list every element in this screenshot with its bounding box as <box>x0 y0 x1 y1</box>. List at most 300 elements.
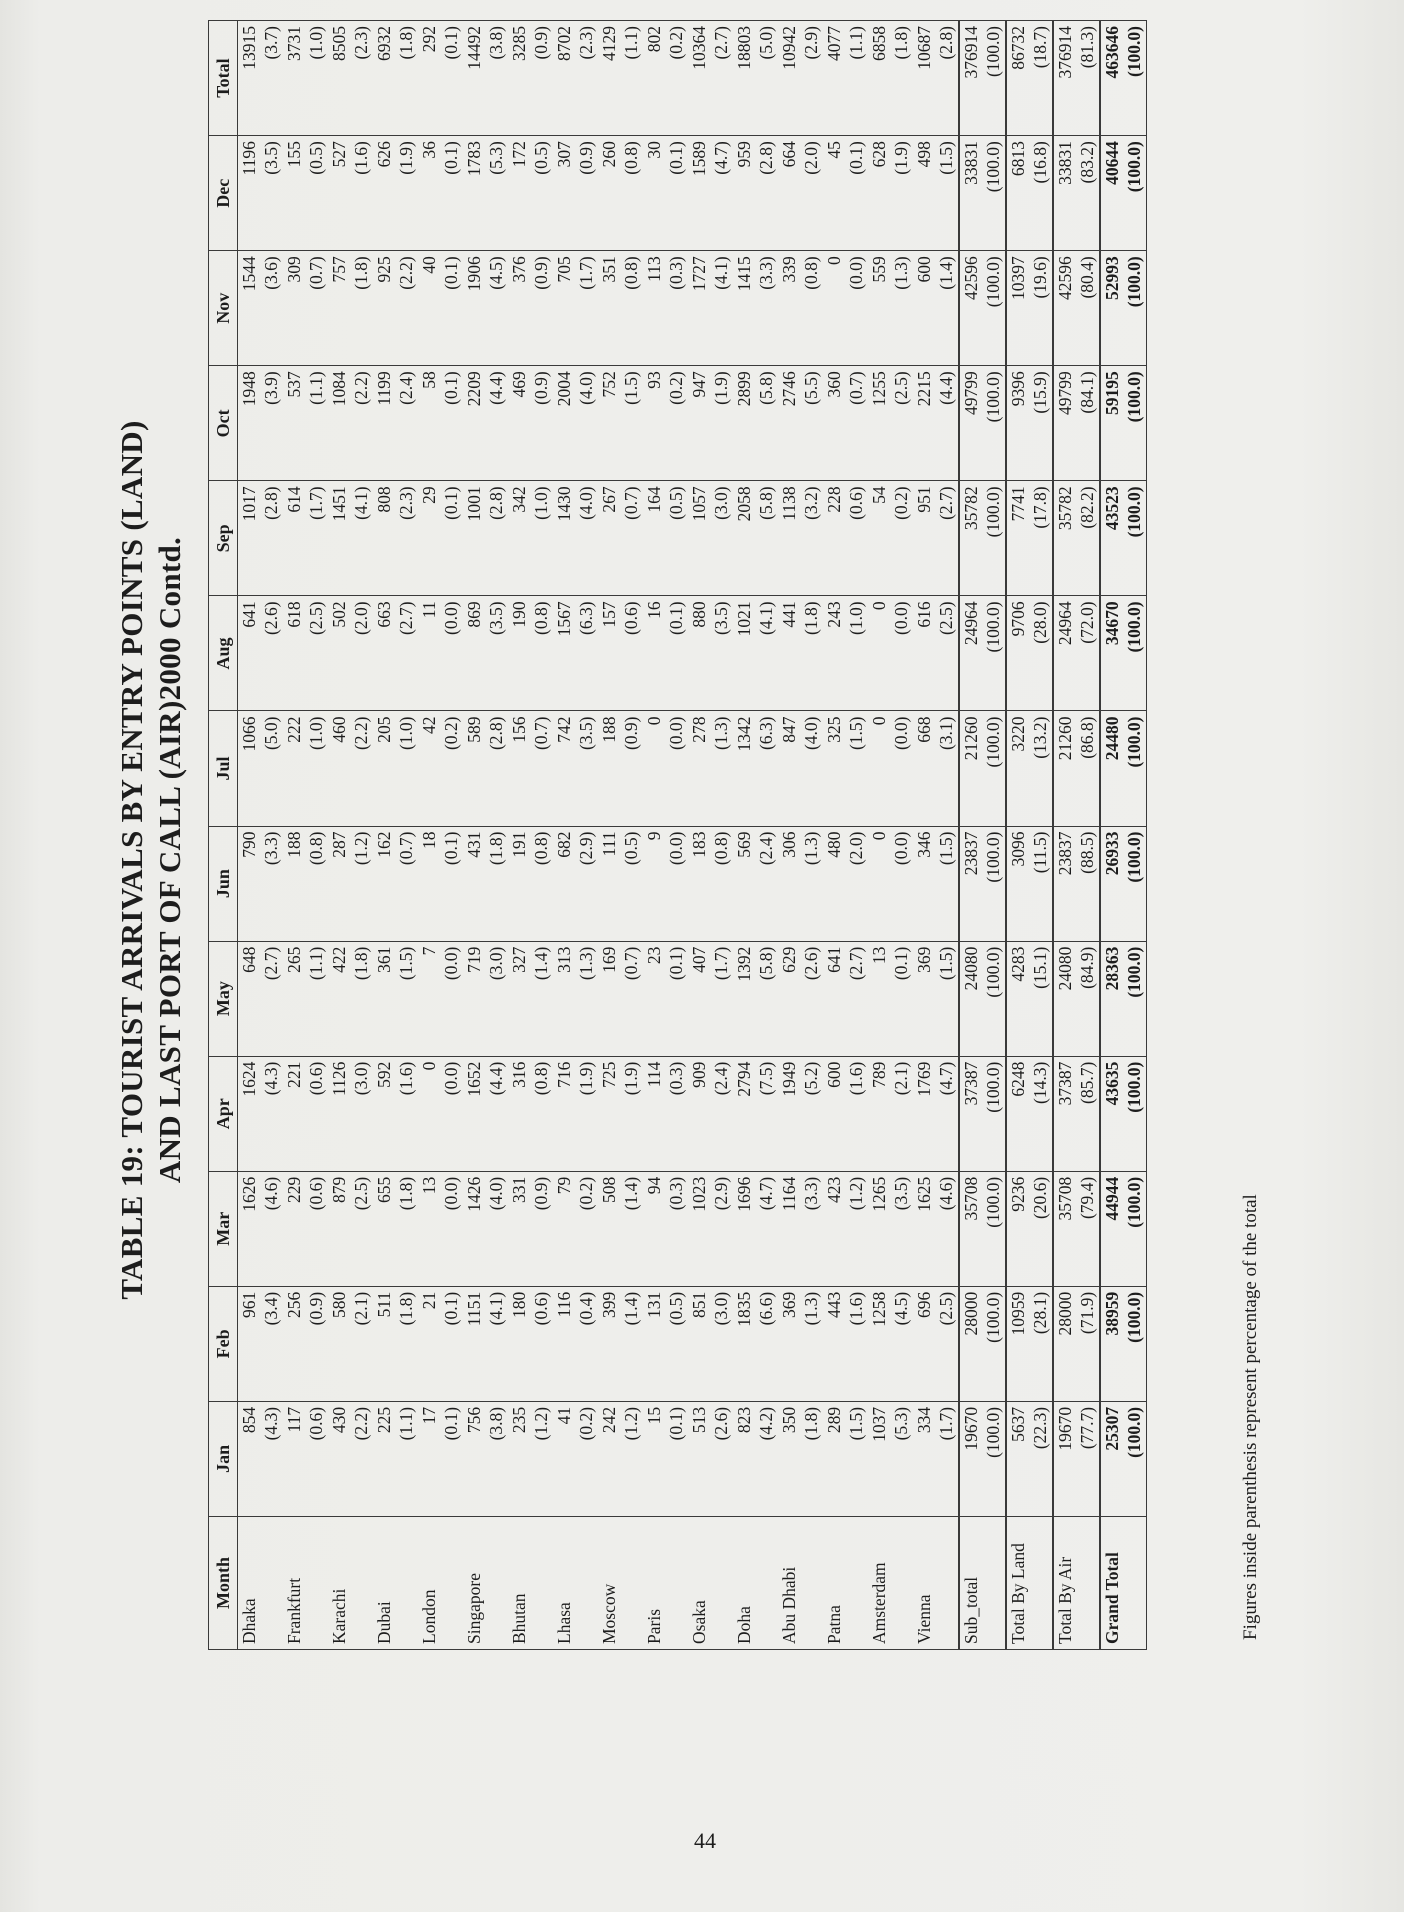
value-cell: 267 <box>598 481 620 596</box>
value-cell: 37387 <box>1053 1056 1076 1171</box>
percent-cell: (28.0) <box>1029 596 1053 711</box>
value-cell: 37387 <box>959 1056 982 1171</box>
percent-cell: (0.9) <box>530 1171 553 1286</box>
value-cell: 28363 <box>1100 941 1123 1056</box>
table-row <box>1006 21 1029 1650</box>
percent-cell: (6.3) <box>755 711 778 826</box>
value-cell: 24964 <box>959 596 982 711</box>
percent-cell: (0.8) <box>620 136 643 251</box>
value-cell: 40644 <box>1100 136 1123 251</box>
percent-cell: (0.1) <box>440 826 463 941</box>
value-cell: 431 <box>463 826 485 941</box>
value-cell: 86732 <box>1006 21 1029 136</box>
percent-cell: (100.0) <box>982 826 1006 941</box>
value-cell: 351 <box>598 251 620 366</box>
percent-cell: (0.1) <box>845 136 868 251</box>
value-cell: 331 <box>508 1171 530 1286</box>
value-cell: 23837 <box>959 826 982 941</box>
table-row-percent <box>710 21 733 1650</box>
value-cell: 480 <box>823 826 845 941</box>
value-cell: 350 <box>778 1401 800 1516</box>
value-cell: 600 <box>823 1056 845 1171</box>
value-cell: 117 <box>283 1401 305 1516</box>
percent-cell: (1.9) <box>710 366 733 481</box>
percent-cell: (2.1) <box>890 1056 913 1171</box>
value-cell: 1057 <box>688 481 710 596</box>
value-cell: 668 <box>913 711 935 826</box>
value-cell: 376 <box>508 251 530 366</box>
percent-cell: (4.0) <box>575 481 598 596</box>
value-cell: 705 <box>553 251 575 366</box>
percent-cell: (1.1) <box>305 941 328 1056</box>
percent-cell: (0.8) <box>620 251 643 366</box>
value-cell: 2209 <box>463 366 485 481</box>
percent-cell: (2.4) <box>710 1056 733 1171</box>
percent-cell: (15.1) <box>1029 941 1053 1056</box>
percent-cell: (20.6) <box>1029 1171 1053 1286</box>
value-cell: 502 <box>328 596 350 711</box>
percent-cell: (1.8) <box>800 1401 823 1516</box>
percent-cell: (5.0) <box>755 21 778 136</box>
percent-cell: (80.4) <box>1076 251 1100 366</box>
percent-cell: (0.5) <box>530 136 553 251</box>
column-header: Nov <box>209 251 238 366</box>
row-label: Patna <box>823 1516 845 1649</box>
value-cell: 59195 <box>1100 366 1123 481</box>
percent-cell: (0.9) <box>305 1286 328 1401</box>
value-cell: 287 <box>328 826 350 941</box>
percent-cell: (11.5) <box>1029 826 1053 941</box>
percent-cell: (3.0) <box>710 481 733 596</box>
value-cell: 1265 <box>868 1171 890 1286</box>
percent-cell: (1.8) <box>350 251 373 366</box>
value-cell: 17 <box>418 1401 440 1516</box>
value-cell: 376914 <box>959 21 982 136</box>
percent-cell: (2.5) <box>935 596 959 711</box>
percent-cell: (1.3) <box>890 251 913 366</box>
percent-cell: (4.1) <box>350 481 373 596</box>
percent-cell: (1.8) <box>395 21 418 136</box>
table-row-percent <box>575 21 598 1650</box>
table-row <box>959 21 982 1650</box>
percent-cell: (1.7) <box>935 1401 959 1516</box>
column-header: Aug <box>209 596 238 711</box>
value-cell: 36 <box>418 136 440 251</box>
value-cell: 399 <box>598 1286 620 1401</box>
percent-cell: (5.3) <box>485 136 508 251</box>
percent-cell: (0.5) <box>620 826 643 941</box>
percent-cell: (22.3) <box>1029 1401 1053 1516</box>
percent-cell: (100.0) <box>1123 596 1147 711</box>
value-cell: 823 <box>733 1401 755 1516</box>
value-cell: 441 <box>778 596 800 711</box>
value-cell: 725 <box>598 1056 620 1171</box>
percent-cell: (1.0) <box>305 21 328 136</box>
percent-cell: (100.0) <box>1123 1056 1147 1171</box>
value-cell: 1126 <box>328 1056 350 1171</box>
percent-cell: (0.0) <box>890 711 913 826</box>
percent-cell: (1.4) <box>530 941 553 1056</box>
value-cell: 11 <box>418 596 440 711</box>
percent-cell: (1.1) <box>620 21 643 136</box>
value-cell: 157 <box>598 596 620 711</box>
percent-cell: (1.6) <box>350 136 373 251</box>
value-cell: 648 <box>238 941 261 1056</box>
percent-cell: (1.6) <box>845 1056 868 1171</box>
value-cell: 260 <box>598 136 620 251</box>
column-header: Dec <box>209 136 238 251</box>
table-row-percent <box>530 21 553 1650</box>
percent-cell: (100.0) <box>1123 1401 1147 1516</box>
table-row <box>1100 21 1123 1650</box>
value-cell: 880 <box>688 596 710 711</box>
value-cell: 369 <box>778 1286 800 1401</box>
percent-cell: (0.0) <box>665 711 688 826</box>
percent-cell: (2.8) <box>485 481 508 596</box>
percent-cell: (0.7) <box>395 826 418 941</box>
percent-cell: (2.7) <box>710 21 733 136</box>
value-cell: 430 <box>328 1401 350 1516</box>
value-cell: 3731 <box>283 21 305 136</box>
percent-cell: (1.9) <box>575 1056 598 1171</box>
percent-cell: (0.8) <box>530 826 553 941</box>
value-cell: 757 <box>328 251 350 366</box>
percent-cell: (2.2) <box>395 251 418 366</box>
percent-cell: (4.3) <box>260 1056 283 1171</box>
value-cell: 879 <box>328 1171 350 1286</box>
value-cell: 38959 <box>1100 1286 1123 1401</box>
table-row <box>373 21 395 1650</box>
value-cell: 423 <box>823 1171 845 1286</box>
percent-cell: (4.4) <box>935 366 959 481</box>
percent-cell: (4.1) <box>755 596 778 711</box>
value-cell: 618 <box>283 596 305 711</box>
value-cell: 742 <box>553 711 575 826</box>
percent-cell: (4.7) <box>710 136 733 251</box>
percent-cell: (0.2) <box>665 366 688 481</box>
percent-cell: (81.3) <box>1076 21 1100 136</box>
value-cell: 1066 <box>238 711 261 826</box>
value-cell: 1392 <box>733 941 755 1056</box>
percent-cell: (0.7) <box>530 711 553 826</box>
value-cell: 909 <box>688 1056 710 1171</box>
value-cell: 600 <box>913 251 935 366</box>
percent-cell: (0.9) <box>575 136 598 251</box>
value-cell: 28000 <box>1053 1286 1076 1401</box>
value-cell: 13 <box>868 941 890 1056</box>
row-label: Total By Air <box>1053 1516 1076 1649</box>
value-cell: 309 <box>283 251 305 366</box>
value-cell: 789 <box>868 1056 890 1171</box>
percent-cell: (1.3) <box>800 1286 823 1401</box>
value-cell: 183 <box>688 826 710 941</box>
percent-cell: (1.9) <box>620 1056 643 1171</box>
value-cell: 43635 <box>1100 1056 1123 1171</box>
percent-cell: (0.1) <box>665 941 688 1056</box>
percent-cell: (0.0) <box>845 251 868 366</box>
percent-cell: (5.8) <box>755 941 778 1056</box>
value-cell: 21260 <box>959 711 982 826</box>
value-cell: 628 <box>868 136 890 251</box>
value-cell: 1255 <box>868 366 890 481</box>
percent-cell: (1.7) <box>305 481 328 596</box>
percent-cell: (0.2) <box>440 711 463 826</box>
percent-cell: (0.0) <box>440 1056 463 1171</box>
value-cell: 278 <box>688 711 710 826</box>
value-cell: 376914 <box>1053 21 1076 136</box>
value-cell: 460 <box>328 711 350 826</box>
row-label: Sub_total <box>959 1516 982 1649</box>
value-cell: 131 <box>643 1286 665 1401</box>
percent-cell: (0.2) <box>890 481 913 596</box>
value-cell: 951 <box>913 481 935 596</box>
percent-cell: (3.7) <box>260 21 283 136</box>
percent-cell: (2.2) <box>350 711 373 826</box>
value-cell: 641 <box>823 941 845 1056</box>
table-row-percent <box>755 21 778 1650</box>
table-row-percent <box>935 21 959 1650</box>
percent-cell: (0.5) <box>665 1286 688 1401</box>
value-cell: 513 <box>688 1401 710 1516</box>
table-row <box>598 21 620 1650</box>
value-cell: 306 <box>778 826 800 941</box>
value-cell: 1626 <box>238 1171 261 1286</box>
percent-cell: (0.1) <box>440 481 463 596</box>
value-cell: 616 <box>913 596 935 711</box>
value-cell: 1138 <box>778 481 800 596</box>
percent-cell: (6.6) <box>755 1286 778 1401</box>
table-row <box>823 21 845 1650</box>
value-cell: 52993 <box>1100 251 1123 366</box>
percent-cell: (0.0) <box>440 596 463 711</box>
percent-cell: (0.1) <box>890 941 913 1056</box>
value-cell: 1652 <box>463 1056 485 1171</box>
value-cell: 1727 <box>688 251 710 366</box>
percent-cell: (4.1) <box>710 251 733 366</box>
percent-cell: (0.6) <box>305 1171 328 1286</box>
value-cell: 155 <box>283 136 305 251</box>
percent-cell: (28.1) <box>1029 1286 1053 1401</box>
table-row-percent <box>665 21 688 1650</box>
value-cell: 369 <box>913 941 935 1056</box>
value-cell: 716 <box>553 1056 575 1171</box>
percent-cell: (0.1) <box>440 251 463 366</box>
value-cell: 8505 <box>328 21 350 136</box>
percent-cell: (1.2) <box>350 826 373 941</box>
row-label-blank <box>620 1516 643 1649</box>
table-row-percent <box>485 21 508 1650</box>
percent-cell: (100.0) <box>982 596 1006 711</box>
value-cell: 0 <box>418 1056 440 1171</box>
percent-cell: (3.0) <box>350 1056 373 1171</box>
value-cell: 10397 <box>1006 251 1029 366</box>
value-cell: 111 <box>598 826 620 941</box>
row-label-blank <box>800 1516 823 1649</box>
value-cell: 164 <box>643 481 665 596</box>
percent-cell: (0.8) <box>530 1056 553 1171</box>
value-cell: 21 <box>418 1286 440 1401</box>
value-cell: 0 <box>868 596 890 711</box>
value-cell: 334 <box>913 1401 935 1516</box>
percent-cell: (100.0) <box>982 136 1006 251</box>
percent-cell: (79.4) <box>1076 1171 1100 1286</box>
percent-cell: (4.0) <box>485 1171 508 1286</box>
value-cell: 188 <box>598 711 620 826</box>
table-row <box>733 21 755 1650</box>
value-cell: 1769 <box>913 1056 935 1171</box>
value-cell: 1948 <box>238 366 261 481</box>
value-cell: 7 <box>418 941 440 1056</box>
percent-cell: (2.5) <box>350 1171 373 1286</box>
percent-cell: (2.8) <box>935 21 959 136</box>
percent-cell: (1.0) <box>305 711 328 826</box>
value-cell: 327 <box>508 941 530 1056</box>
header-row <box>209 21 238 1650</box>
value-cell: 114 <box>643 1056 665 1171</box>
percent-cell: (100.0) <box>1123 711 1147 826</box>
value-cell: 0 <box>643 711 665 826</box>
percent-cell: (3.3) <box>800 1171 823 1286</box>
percent-cell: (1.8) <box>395 1286 418 1401</box>
value-cell: 19670 <box>959 1401 982 1516</box>
percent-cell: (0.8) <box>305 826 328 941</box>
value-cell: 655 <box>373 1171 395 1286</box>
percent-cell: (1.3) <box>800 826 823 941</box>
percent-cell: (1.8) <box>890 21 913 136</box>
value-cell: 45 <box>823 136 845 251</box>
column-header: Feb <box>209 1286 238 1401</box>
percent-cell: (0.0) <box>890 596 913 711</box>
value-cell: 3220 <box>1006 711 1029 826</box>
percent-cell: (1.2) <box>845 1171 868 1286</box>
value-cell: 180 <box>508 1286 530 1401</box>
row-label: Amsterdam <box>868 1516 890 1649</box>
table-title: TABLE 19: TOURIST ARRIVALS BY ENTRY POINTS (LAND) <box>114 420 149 1300</box>
value-cell: 808 <box>373 481 395 596</box>
value-cell: 869 <box>463 596 485 711</box>
value-cell: 289 <box>823 1401 845 1516</box>
percent-cell: (100.0) <box>982 711 1006 826</box>
value-cell: 34670 <box>1100 596 1123 711</box>
percent-cell: (3.4) <box>260 1286 283 1401</box>
percent-cell: (2.9) <box>710 1171 733 1286</box>
value-cell: 1196 <box>238 136 261 251</box>
column-header: Jun <box>209 826 238 941</box>
percent-cell: (1.9) <box>395 136 418 251</box>
percent-cell: (4.1) <box>485 1286 508 1401</box>
percent-cell: (3.0) <box>710 1286 733 1401</box>
value-cell: 44944 <box>1100 1171 1123 1286</box>
percent-cell: (13.2) <box>1029 711 1053 826</box>
row-label-blank <box>530 1516 553 1649</box>
row-label: Vienna <box>913 1516 935 1649</box>
percent-cell: (3.6) <box>260 251 283 366</box>
value-cell: 30 <box>643 136 665 251</box>
row-label: Dubai <box>373 1516 395 1649</box>
percent-cell: (0.5) <box>665 481 688 596</box>
percent-cell: (1.2) <box>530 1401 553 1516</box>
percent-cell: (2.3) <box>575 21 598 136</box>
percent-cell: (1.5) <box>935 826 959 941</box>
value-cell: 1624 <box>238 1056 261 1171</box>
value-cell: 43523 <box>1100 481 1123 596</box>
table-row <box>508 21 530 1650</box>
value-cell: 790 <box>238 826 261 941</box>
percent-cell: (1.8) <box>350 941 373 1056</box>
value-cell: 26933 <box>1100 826 1123 941</box>
value-cell: 94 <box>643 1171 665 1286</box>
percent-cell: (1.5) <box>620 366 643 481</box>
value-cell: 6932 <box>373 21 395 136</box>
row-label-blank <box>845 1516 868 1649</box>
table-row <box>868 21 890 1650</box>
percent-cell: (88.5) <box>1076 826 1100 941</box>
value-cell: 537 <box>283 366 305 481</box>
value-cell: 15 <box>643 1401 665 1516</box>
table-row-percent <box>260 21 283 1650</box>
value-cell: 498 <box>913 136 935 251</box>
value-cell: 9 <box>643 826 665 941</box>
value-cell: 947 <box>688 366 710 481</box>
percent-cell: (0.1) <box>665 136 688 251</box>
percent-cell: (3.5) <box>260 136 283 251</box>
value-cell: 443 <box>823 1286 845 1401</box>
percent-cell: (0.5) <box>305 136 328 251</box>
row-label: Lhasa <box>553 1516 575 1649</box>
percent-cell: (0.9) <box>530 251 553 366</box>
percent-cell: (83.2) <box>1076 136 1100 251</box>
percent-cell: (100.0) <box>982 366 1006 481</box>
percent-cell: (3.8) <box>485 21 508 136</box>
percent-cell: (1.0) <box>845 596 868 711</box>
value-cell: 592 <box>373 1056 395 1171</box>
value-cell: 1426 <box>463 1171 485 1286</box>
table-row <box>553 21 575 1650</box>
percent-cell: (4.6) <box>260 1171 283 1286</box>
value-cell: 2058 <box>733 481 755 596</box>
percent-cell: (100.0) <box>1123 1171 1147 1286</box>
table-row <box>1053 21 1076 1650</box>
value-cell: 79 <box>553 1171 575 1286</box>
percent-cell: (15.9) <box>1029 366 1053 481</box>
value-cell: 172 <box>508 136 530 251</box>
percent-cell: (5.0) <box>260 711 283 826</box>
value-cell: 19670 <box>1053 1401 1076 1516</box>
value-cell: 851 <box>688 1286 710 1401</box>
percent-cell: (1.5) <box>845 1401 868 1516</box>
row-label: Singapore <box>463 1516 485 1649</box>
percent-cell: (0.7) <box>620 941 643 1056</box>
value-cell: 422 <box>328 941 350 1056</box>
percent-cell: (1.4) <box>620 1171 643 1286</box>
percent-cell: (7.5) <box>755 1056 778 1171</box>
value-cell: 10364 <box>688 21 710 136</box>
value-cell: 1084 <box>328 366 350 481</box>
percent-cell: (1.1) <box>395 1401 418 1516</box>
value-cell: 93 <box>643 366 665 481</box>
percent-cell: (0.6) <box>530 1286 553 1401</box>
value-cell: 589 <box>463 711 485 826</box>
percent-cell: (100.0) <box>982 1286 1006 1401</box>
percent-cell: (1.5) <box>845 711 868 826</box>
percent-cell: (0.1) <box>440 1401 463 1516</box>
percent-cell: (0.6) <box>305 1056 328 1171</box>
value-cell: 1023 <box>688 1171 710 1286</box>
table-row-percent <box>620 21 643 1650</box>
row-label-blank <box>890 1516 913 1649</box>
percent-cell: (0.8) <box>710 826 733 941</box>
percent-cell: (2.8) <box>260 481 283 596</box>
